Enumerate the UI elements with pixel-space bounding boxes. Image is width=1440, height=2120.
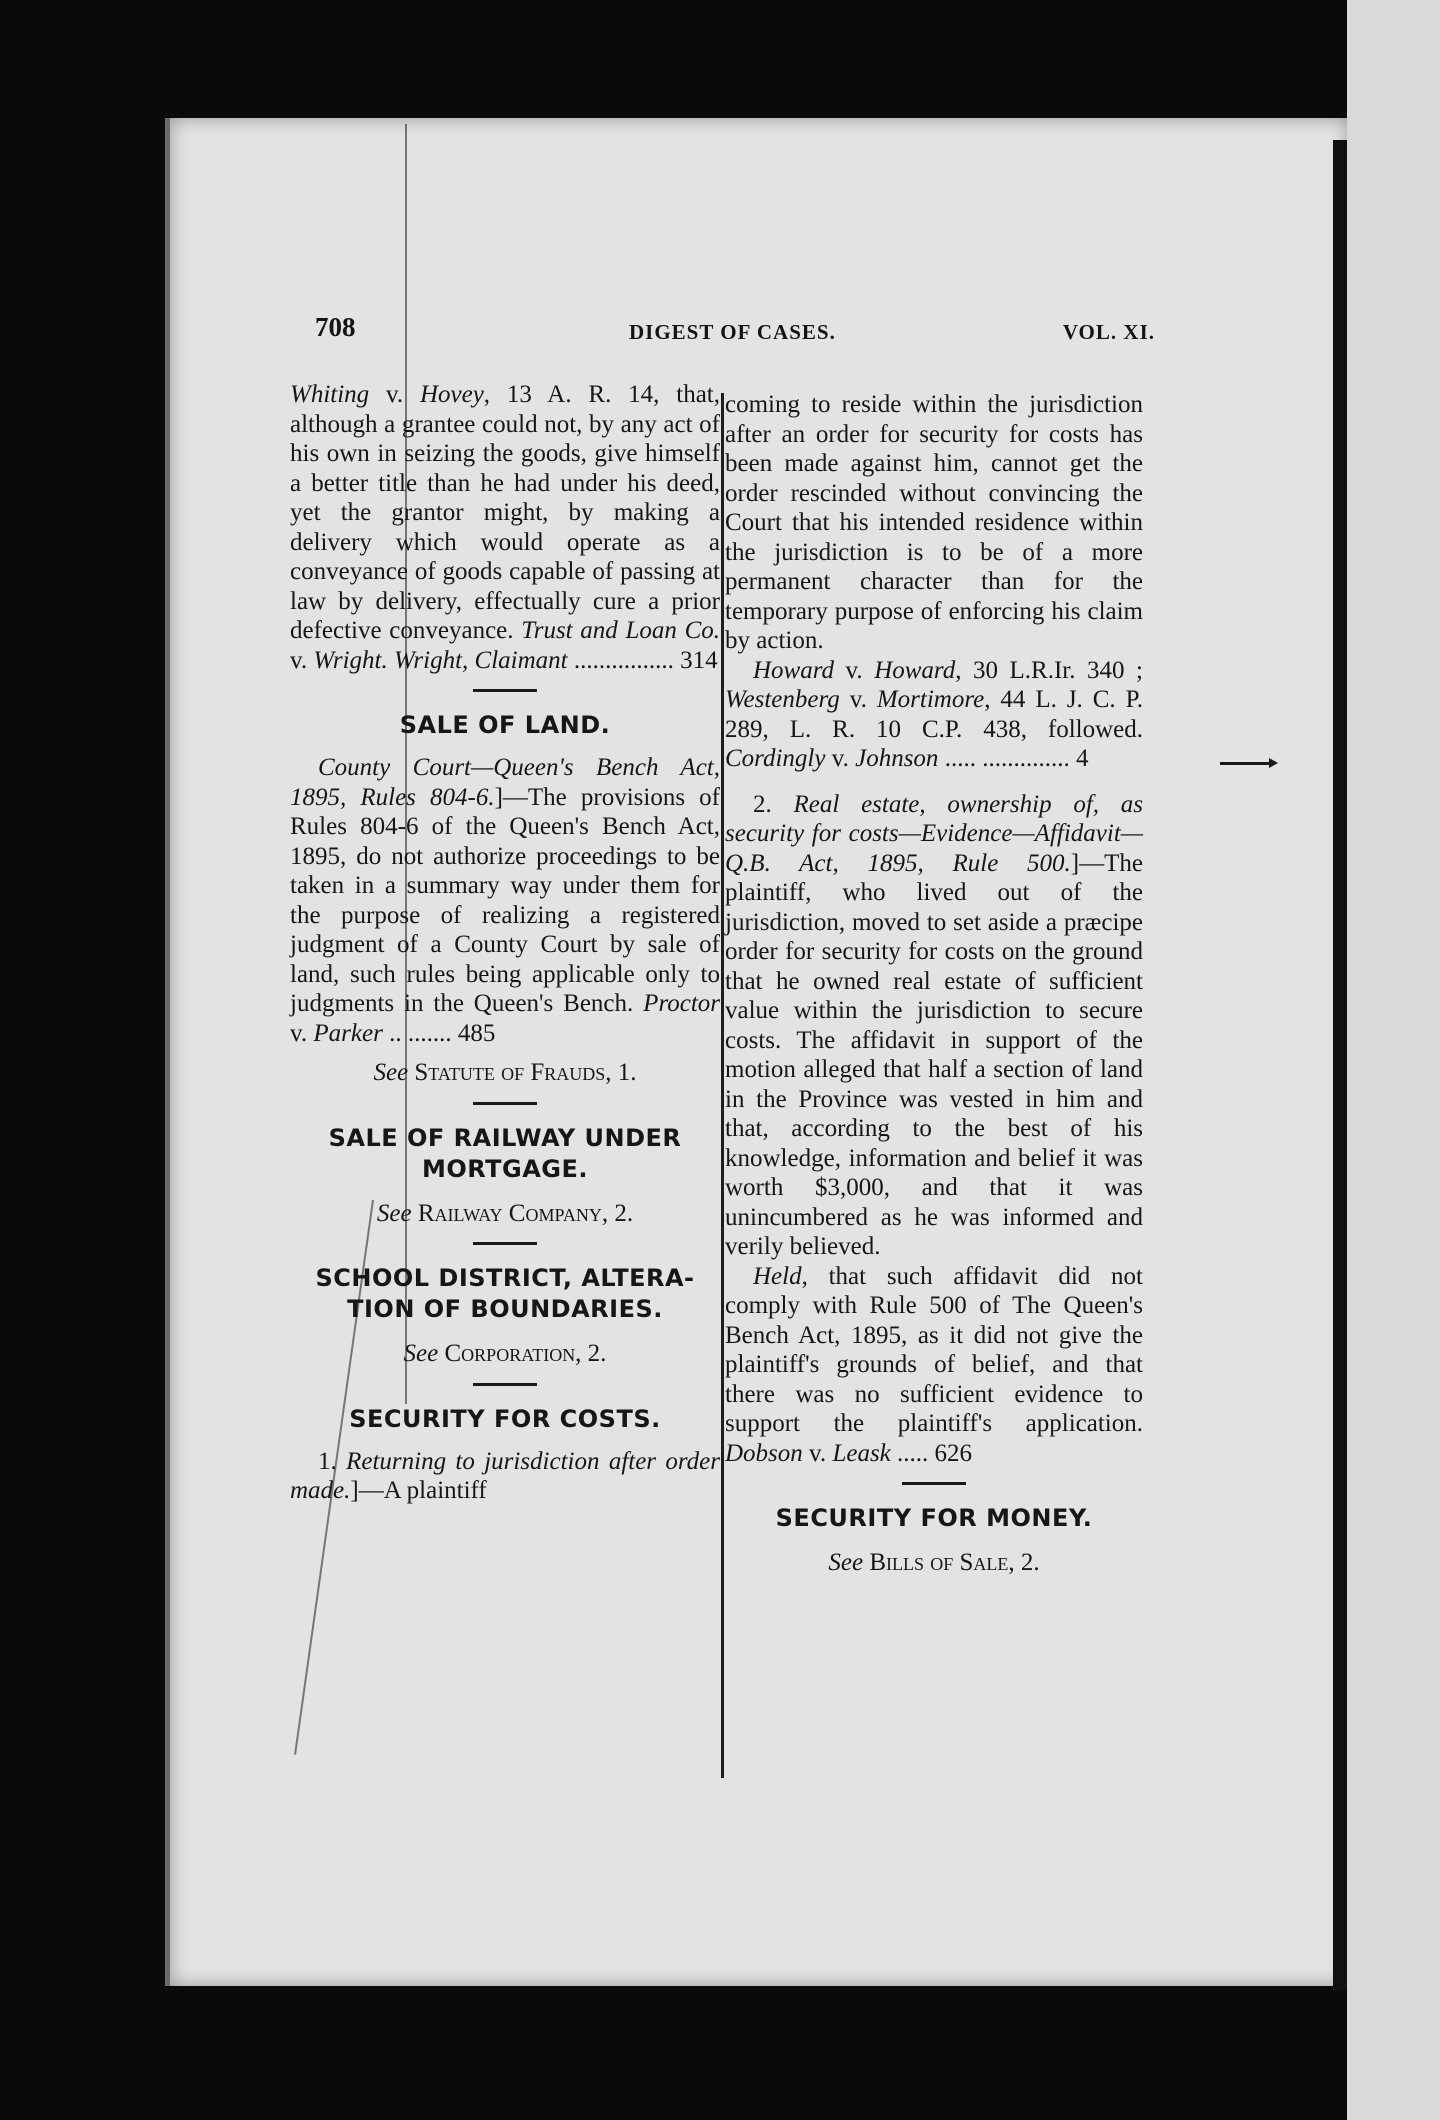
page-gutter xyxy=(1333,140,1347,1990)
heading-security-for-money: SECURITY FOR MONEY. xyxy=(775,1504,1093,1532)
case-name: Dobson xyxy=(725,1439,803,1467)
section-rule xyxy=(473,689,537,692)
entry-security-for-costs-2 xyxy=(725,790,1143,1262)
case-name: Howard xyxy=(753,656,835,684)
page-reference: 485 xyxy=(457,1019,496,1047)
case-name: Whiting xyxy=(290,381,370,408)
next-page-edge xyxy=(1347,0,1440,2120)
case-name: Johnson xyxy=(855,745,939,772)
case-name: Leask xyxy=(832,1439,891,1467)
case-name: Parker xyxy=(313,1019,383,1047)
see-reference: See Statute of Frauds, 1. xyxy=(373,1059,637,1086)
volume-label: VOL. XI. xyxy=(1062,320,1155,344)
right-column xyxy=(725,390,1143,1578)
section-rule xyxy=(473,1242,537,1245)
see-reference: See Railway Company, 2. xyxy=(376,1199,634,1227)
heading-sale-of-land: SALE OF LAND. xyxy=(399,711,611,739)
heading-school-district: SCHOOL DISTRICT, ALTERA- TION OF BOUNDARIES. xyxy=(315,1264,695,1323)
entry-whiting: Whiting v. Hovey, 13 A. R. 14, that, although a grantee could not, by any act of his own in seizing the goods, give himself a better title than he had under his deed, yet the grantor might, by making a delivery which would operate as a conveyance of goods capable of passing at law by delivery, effectually cure a prior defective conveyance. Trust and Loan Co. v. Wright. Wright, Claimant ................ 314 xyxy=(290,381,720,674)
case-name: Westenberg xyxy=(725,686,840,713)
case-name: Mortimore xyxy=(876,686,985,713)
see-target: Statute of Frauds, 1. xyxy=(414,1059,637,1086)
see-reference: See Bills of Sale, 2. xyxy=(828,1549,1040,1576)
page-reference: 314 xyxy=(680,646,718,674)
entry-text: , 13 A. R. 14, that, although a grantee could not, by any act of his own in seizing the goods, give himself a better title than he had under his deed, yet the grantor might, by making a delivery which would operate as a conveyance of goods capable of passing at law by delivery, effectually cure a prior defective conveyance. xyxy=(290,381,720,644)
entry-subject: Real estate, ownership of, as security for costs—Evidence—Affidavit—Q.B. Act, 1895, Rule 500. xyxy=(725,790,1144,877)
heading-sale-of-railway: SALE OF RAILWAY UNDER MORTGAGE. xyxy=(328,1123,682,1183)
entry-text: ]—The plaintiff, who lived out of the jurisdiction, moved to set aside a præcipe order for security for costs on the ground that he owned real estate of sufficient value within the jurisdiction to secure costs. The affidavit in support of the motion alleged that half a section of land in the Province was vested in him and that, according to the best of his knowledge, information and belief it was worth $3,000, and that it was unincumbered as he was informed and verily believed. xyxy=(725,849,1143,1260)
case-name: Howard xyxy=(874,656,956,684)
entry-number: 2. xyxy=(753,790,772,818)
section-rule xyxy=(902,1482,966,1485)
see-target: Bills of Sale, 2. xyxy=(869,1549,1040,1576)
case-name: Wright. Wright, Claimant xyxy=(313,646,568,674)
page-header xyxy=(315,312,1155,352)
column-divider xyxy=(721,393,724,1778)
page-reference: 4 xyxy=(1075,745,1089,772)
see-reference: See Corporation, 2. xyxy=(403,1340,607,1367)
running-title: DIGEST OF CASES. xyxy=(629,320,836,344)
see-target: Railway Company, 2. xyxy=(417,1199,634,1227)
case-name: Trust and Loan Co. xyxy=(521,617,720,644)
section-rule xyxy=(473,1102,537,1105)
entry-number: 1. xyxy=(318,1447,337,1475)
heading-security-for-costs: SECURITY FOR COSTS. xyxy=(349,1404,661,1433)
margin-arrow-mark xyxy=(1220,762,1272,765)
entry-sale-of-land: County Court—Queen's Bench Act, 1895, Rules 804-6.]—The provisions of Rules 804-6 of the Queen's Bench Act, 1895, do not authorize proceedings to be taken in a summary way under them for the purpose of realizing a registered judgment of a County Court by sale of land, such rules being applicable only to judgments in the Queen's Bench. Proctor v. Parker .. ....... 485 xyxy=(290,754,721,1047)
entry-security-for-costs-1 xyxy=(290,1447,720,1506)
left-column xyxy=(290,380,720,1506)
section-rule xyxy=(473,1383,537,1386)
entry-subject: County Court—Queen's Bench Act, 1895, Rules 804-6. xyxy=(290,754,720,811)
see-target: Corporation, 2. xyxy=(444,1340,607,1367)
entry-held: Held, that such affidavit did not comply with Rule 500 of The Queen's Bench Act, 1895, as it did not give the plaintiff's grounds of belief, and that there was no sufficient evidence to support the plaintiff's application. Dobson v. Leask ..... 626 xyxy=(725,1262,1143,1467)
entry-text: ]—A plaintiff xyxy=(350,1477,487,1504)
case-name: Proctor xyxy=(643,990,721,1017)
case-name: Cordingly xyxy=(725,745,826,772)
page-number: 708 xyxy=(315,312,356,342)
entry-text: ]—The provisions of Rules 804-6 of the Queen's Bench Act, 1895, do not authorize proceedings to be taken in a summary way under them for the purpose of realizing a registered judgment of a County Court by sale of land, such rules being applicable only to judgments in the Queen's Bench. xyxy=(290,783,720,1017)
entry-subject: Returning to jurisdiction after order made. xyxy=(290,1447,721,1504)
case-name: Hovey xyxy=(419,381,484,408)
entry-continuation: coming to reside within the jurisdiction after an order for security for costs has been made against him, cannot get the order rescinded without convincing the Court that his intended residence within the jurisdiction is to be of a more permanent character than for the temporary purpose of enforcing his claim by action. xyxy=(725,391,1143,654)
entry-citations: Howard v. Howard, 30 L.R.Ir. 340 ; Westenberg v. Mortimore, 44 L. J. C. P. 289, L. R. 10 C.P. 438, followed. Cordingly v. Johnson ..... .............. 4 xyxy=(725,656,1143,772)
page-reference: 626 xyxy=(934,1439,973,1467)
entry-text: , that such affidavit did not comply with Rule 500 of The Queen's Bench Act, 1895, as it did not give the plaintiff's grounds of belief, and that there was no sufficient evidence to support the plaintiff's application. xyxy=(725,1262,1143,1437)
